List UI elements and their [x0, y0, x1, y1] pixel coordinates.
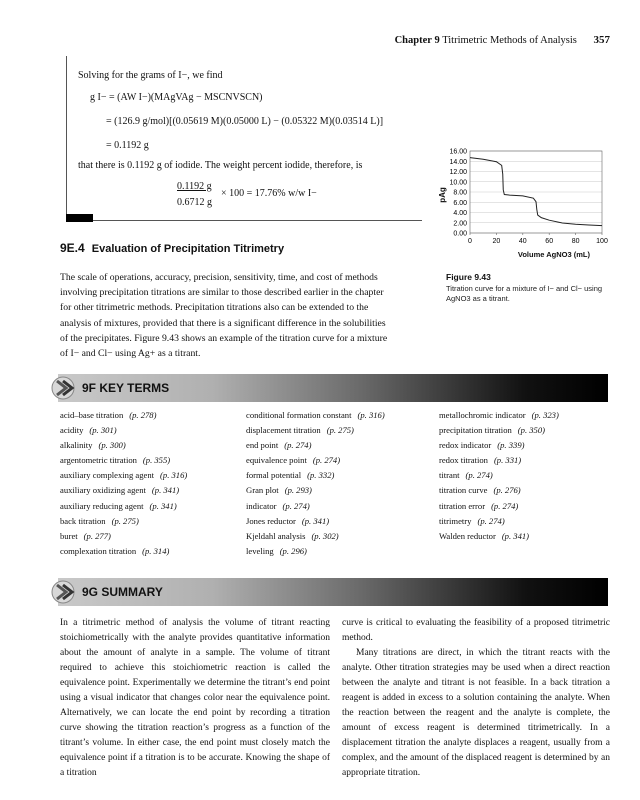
key-terms-column-1: [60, 408, 240, 559]
chapter-label: Chapter: [394, 35, 432, 46]
key-term-page: (p. 341): [149, 500, 177, 511]
y-tick-label: 4.00: [453, 210, 467, 217]
chevron-badge-icon: [47, 576, 81, 608]
key-term-row: [439, 438, 619, 453]
x-tick-label: 100: [596, 238, 608, 245]
summary-right-column: [342, 616, 610, 781]
x-tick-label: 0: [468, 238, 472, 245]
key-term-page: (p. 274): [284, 440, 312, 451]
key-term: acidity: [60, 425, 84, 436]
key-term: redox indicator: [439, 440, 492, 451]
chevron-badge-icon: [47, 372, 81, 404]
key-term: Walden reductor: [439, 530, 496, 541]
key-term-row: [246, 514, 436, 529]
key-term-row: [246, 499, 436, 514]
key-term-page: (p. 274): [282, 500, 310, 511]
key-term: auxiliary reducing agent: [60, 500, 144, 511]
key-term-page: (p. 276): [493, 485, 521, 496]
summary-paragraph: In a titrimetric method of analysis the volume of titrant reacting stoichiometrically with the analyte provides quantitative information about the amount of analyte in a sample. The volume of titrant required to achieve this stoichiometric reaction is called the equivalence point. Experimentally we determine the titrant’s end point using a visual indicator that changes color near the equivalence point. Alternatively, we can locate the end point by recording a titration curve showing the titration reaction’s progress as a function of the titrant’s volume. In either case, the end point must closely match the equivalence point if a titration is to be accurate. Knowing the shape of a titration: [60, 618, 330, 778]
key-term-page: (p. 274): [477, 515, 505, 526]
key-term-page: (p. 274): [491, 500, 519, 511]
y-tick-label: 0.00: [453, 230, 467, 238]
key-term: argentometric titration: [60, 455, 137, 466]
key-term-row: [246, 544, 436, 559]
y-tick-label: 2.00: [453, 220, 467, 228]
key-term-page: (p. 331): [493, 455, 522, 466]
section-heading: [60, 241, 284, 255]
section-title: Evaluation of Precipitation Titrimetry: [91, 243, 285, 255]
key-term-row: [439, 453, 619, 468]
key-term: equivalence point: [246, 455, 307, 466]
key-term-row: [60, 423, 240, 438]
key-term-page: (p. 277): [83, 530, 111, 541]
key-term-row: [60, 499, 240, 514]
x-axis-label: Volume AgNO3 (mL): [517, 250, 590, 259]
chapter-number: 9: [434, 35, 440, 46]
key-term-page: (p. 300): [98, 440, 126, 451]
key-term-page: (p. 302): [311, 530, 339, 541]
key-term-row: [439, 514, 619, 529]
key-term: auxiliary complexing agent: [60, 470, 155, 481]
key-term: complexation titration: [60, 545, 137, 556]
key-term-page: (p. 301): [89, 425, 117, 436]
key-term: titration error: [439, 500, 486, 511]
paragraph-line: of I− and Cl− using Ag+ as a titrant.: [60, 348, 201, 360]
y-tick-label: 12.00: [449, 169, 467, 176]
summary-paragraph: Many titrations are direct, in which the titrant reacts with the analyte. Other titration strategies may be used when a direct reaction between the analyte and titrant is not feasible. In a back titration a reagent is added in excess to a solution containing the analyte. When the reaction between the reagent and the analyte is complete, the amount of excess reagent is determined titrimetrically. In a displacement titration the analyte displaces a reagent, usually from a complex, and the amount of the displaced reagent is determined by an appropriate titration.: [342, 648, 610, 778]
figure-caption: Titration curve for a mixture of I− and Cl− using AgNO3 as a titrant.: [446, 284, 603, 303]
summary-heading: 9G SUMMARY: [82, 585, 163, 599]
key-term-row: [60, 514, 240, 529]
x-tick-label: 60: [545, 238, 554, 245]
key-term-row: [60, 408, 240, 423]
key-term-row: [439, 468, 619, 483]
key-term-page: (p. 314): [142, 545, 170, 556]
key-term-row: [60, 544, 240, 559]
key-term: titration curve: [439, 485, 488, 496]
equation-3: = 0.1192 g: [106, 140, 149, 151]
key-term-page: (p. 274): [465, 470, 493, 481]
key-term-row: [439, 529, 619, 544]
equation-1: g I− = (AW I−)(MAgVAg − MSCNVSCN): [90, 92, 263, 103]
key-term: displacement titration: [246, 425, 321, 436]
key-term: acid–base titration: [60, 410, 124, 420]
key-term-page: (p. 296): [279, 545, 307, 556]
key-term-page: (p. 275): [111, 515, 139, 526]
summary-paragraph: curve is critical to evaluating the feasibility of a proposed titrimetric method.: [342, 618, 610, 643]
y-axis-label: pAg: [438, 187, 447, 203]
titration-chart: [440, 145, 615, 265]
x-tick-label: 20: [492, 238, 501, 245]
key-term-page: (p. 339): [497, 440, 525, 451]
key-term-page: (p. 278): [129, 410, 157, 420]
y-tick-label: 16.00: [449, 148, 467, 156]
key-term-page: (p. 316): [357, 410, 385, 420]
key-term-row: [246, 438, 436, 453]
key-term: metallochromic indicator: [439, 410, 526, 420]
key-term: auxiliary oxidizing agent: [60, 485, 146, 496]
y-tick-label: 10.00: [449, 179, 467, 187]
key-term-row: [60, 453, 240, 468]
key-term-page: (p. 355): [142, 455, 171, 466]
key-term-row: [60, 483, 240, 498]
key-term-row: [246, 529, 436, 544]
key-term: Kjeldahl analysis: [246, 530, 306, 541]
key-term-row: [439, 423, 619, 438]
key-term-page: (p. 341): [151, 485, 180, 496]
key-term-row: [60, 529, 240, 544]
key-terms-column-2: [246, 408, 436, 559]
solution-box-tab: [66, 214, 93, 222]
fraction-numerator: 0.1192 g: [177, 181, 212, 192]
y-tick-label: 6.00: [453, 199, 467, 207]
section-paragraph: [60, 270, 432, 361]
key-term-row: [439, 483, 619, 498]
key-term: conditional formation constant: [246, 410, 352, 420]
key-term-row: [246, 468, 436, 483]
key-term-page: (p. 275): [326, 425, 354, 436]
key-terms-heading: 9F KEY TERMS: [82, 381, 170, 395]
key-term-page: (p. 274): [312, 455, 341, 466]
key-term-page: (p. 341): [301, 515, 330, 526]
key-term: alkalinity: [60, 440, 93, 451]
key-term-page: (p. 332): [307, 470, 335, 481]
key-term-page: (p. 293): [284, 485, 312, 496]
key-term: buret: [60, 530, 78, 541]
paragraph-line: The scale of operations, accuracy, precision, sensitivity, time, and cost of methods: [60, 272, 378, 283]
key-term: titrimetry: [439, 515, 472, 526]
key-term-row: [439, 408, 619, 423]
paragraph-line: for other titrimetric methods. Precipitation titrations also can be extended to the: [60, 302, 369, 314]
paragraph-line: analysis of mixtures, provided that there is a significant difference in the solubilities: [60, 317, 386, 329]
x-tick-label: 80: [571, 238, 580, 245]
key-term: end point: [246, 440, 279, 451]
paragraph-line: involving precipitation titrations are similar to those described earlier in the chapter: [60, 287, 384, 299]
key-term-page: (p. 341): [501, 530, 530, 541]
key-term: indicator: [246, 500, 277, 511]
key-term-page: (p. 350): [517, 425, 546, 436]
key-terms-column-3: [439, 408, 619, 544]
equation-2: = (126.9 g/mol)[(0.05619 M)(0.05000 L) − (0.05322 M)(0.03514 L)]: [106, 116, 384, 127]
chapter-title: Titrimetric Methods of Analysis: [442, 35, 577, 46]
summary-left-column: [60, 616, 330, 781]
key-term: precipitation titration: [439, 425, 512, 436]
x-tick-label: 40: [518, 238, 527, 245]
figure-title: Figure 9.43: [446, 272, 491, 282]
titration-curve-line: [470, 158, 602, 226]
key-term-row: [246, 408, 436, 423]
solution-conclusion: that there is 0.1192 g of iodide. The weight percent iodide, therefore, is: [78, 160, 363, 171]
key-term-row: [60, 438, 240, 453]
section-number: 9E.4: [60, 241, 85, 255]
key-term-row: [439, 499, 619, 514]
key-term-row: [60, 468, 240, 483]
y-tick-label: 14.00: [449, 158, 467, 166]
key-term-row: [246, 423, 436, 438]
key-term-page: (p. 316): [160, 470, 188, 481]
key-term: formal potential: [246, 470, 302, 481]
key-term-row: [246, 483, 436, 498]
key-term: back titration: [60, 515, 106, 526]
fraction-result: × 100 = 17.76% w/w I−: [221, 188, 317, 199]
key-term: leveling: [246, 545, 274, 556]
fraction-denominator: 0.6712 g: [177, 197, 212, 208]
paragraph-line: of the precipitates. Figure 9.43 shows an example of the titration curve for a mixture: [60, 332, 388, 344]
solution-intro: Solving for the grams of I−, we find: [78, 70, 223, 81]
page-header: [0, 34, 610, 46]
key-term: redox titration: [439, 455, 488, 466]
key-term-row: [246, 453, 436, 468]
key-term: titrant: [439, 470, 460, 481]
key-term: Jones reductor: [246, 515, 296, 526]
y-tick-label: 8.00: [453, 189, 467, 197]
page-number: 357: [593, 34, 610, 46]
key-term: Gran plot: [246, 485, 279, 496]
key-term-page: (p. 323): [531, 410, 559, 420]
